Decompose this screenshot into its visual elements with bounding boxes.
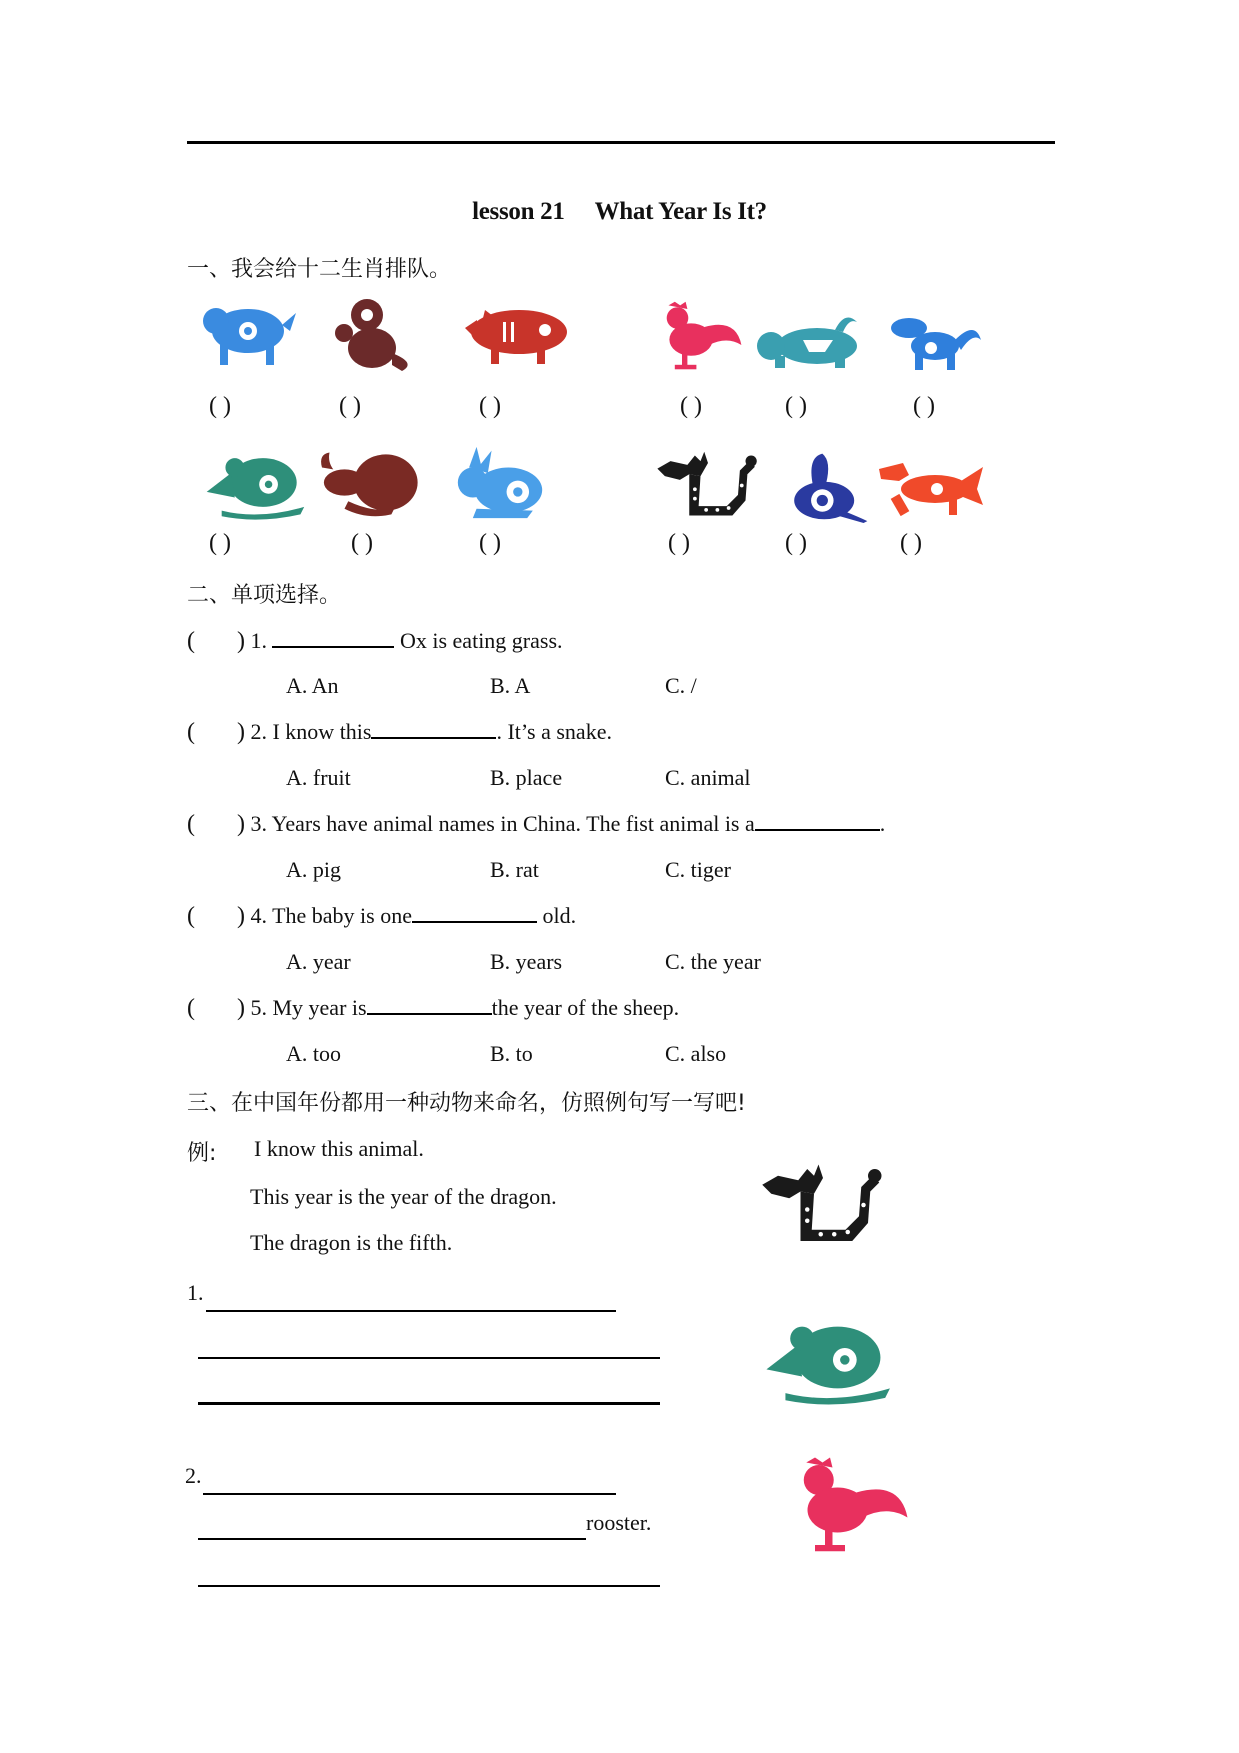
q1-option-b[interactable]: B. A (490, 673, 531, 698)
sheep-icon (198, 290, 298, 372)
item2-rooster-image (765, 1455, 935, 1555)
q4-option-a[interactable]: A. year (286, 949, 351, 974)
answer-paren-q2[interactable]: ( ) (187, 719, 245, 745)
q3-option-a[interactable]: A. pig (286, 857, 341, 882)
rat-image (202, 445, 307, 520)
answer-paren-q5[interactable]: ( ) (187, 995, 245, 1021)
item1-rat-image (752, 1310, 902, 1405)
fill-blank-q5[interactable] (367, 995, 492, 1015)
question-4: ( ) 4. The baby is one old. (187, 903, 577, 929)
q1-option-c[interactable]: C. / (665, 673, 697, 698)
monkey-icon (322, 292, 422, 374)
answer-paren-tiger[interactable]: ( ) (785, 393, 807, 419)
item2-number: 2. (185, 1463, 202, 1488)
item2-line2-suffix: rooster. (586, 1510, 652, 1535)
answer-paren-q4[interactable]: ( ) (187, 903, 245, 929)
section3-heading: 三、在中国年份都用一种动物来命名，仿照例句写一写吧! (187, 1091, 746, 1116)
lesson-topic: What Year Is It? (594, 198, 767, 225)
q3-option-b[interactable]: B. rat (490, 857, 539, 882)
fill-blank-q4[interactable] (412, 903, 537, 923)
fill-blank-q3[interactable] (755, 811, 880, 831)
rabbit-icon (445, 445, 555, 520)
rat-icon (202, 445, 307, 520)
answer-paren-ox[interactable]: ( ) (351, 530, 373, 556)
question-5: ( ) 5. My year is the year of the sheep. (187, 995, 680, 1021)
q3-option-c[interactable]: C. tiger (665, 857, 731, 882)
q2-option-b[interactable]: B. place (490, 765, 563, 790)
page-title (0, 198, 1239, 226)
dragon-icon (748, 1160, 898, 1250)
answer-paren-sheep[interactable]: ( ) (209, 393, 231, 419)
lesson-number: lesson 21 (472, 198, 565, 225)
example-label: 例: (187, 1141, 217, 1166)
example-line-2: This year is the year of the dragon. (250, 1184, 557, 1209)
item1-number: 1. (187, 1280, 204, 1305)
dog-image (885, 310, 985, 372)
ox-image (307, 445, 427, 520)
question-3: ( ) 3. Years have animal names in China. The fist animal is a . (187, 811, 886, 837)
question-1: ( ) 1. Ox is eating grass. (187, 628, 563, 654)
q5-option-b[interactable]: B. to (490, 1041, 533, 1066)
pig-image (452, 298, 582, 368)
q1-option-a[interactable]: A. An (286, 673, 339, 698)
rooster-icon (765, 1455, 935, 1555)
header-rule (187, 141, 1055, 144)
tiger-icon (745, 310, 865, 370)
item2-write-line-3[interactable] (198, 1585, 660, 1587)
q4-option-c[interactable]: C. the year (665, 949, 761, 974)
snake-image (782, 448, 872, 523)
rabbit-image (445, 445, 555, 520)
answer-paren-dragon[interactable]: ( ) (668, 530, 690, 556)
dragon-icon (648, 448, 768, 523)
answer-paren-q3[interactable]: ( ) (187, 811, 245, 837)
horse-image (875, 455, 985, 517)
rat-icon (752, 1310, 902, 1405)
horse-icon (875, 455, 985, 517)
snake-icon (782, 448, 872, 523)
item2-write-line-2[interactable] (198, 1538, 586, 1540)
item1-write-line-1[interactable] (206, 1310, 616, 1312)
section2-heading: 二、单项选择。 (187, 583, 342, 608)
item2-write-line-1[interactable] (203, 1493, 616, 1495)
question-2: ( ) 2. I know this . It’s a snake. (187, 719, 612, 745)
answer-paren-dog[interactable]: ( ) (913, 393, 935, 419)
pig-icon (452, 298, 582, 368)
answer-paren-snake[interactable]: ( ) (785, 530, 807, 556)
ox-icon (307, 445, 427, 520)
item1-write-line-2[interactable] (198, 1357, 660, 1359)
example-line-3: The dragon is the fifth. (250, 1230, 453, 1255)
dog-icon (885, 310, 985, 372)
fill-blank-q2[interactable] (371, 719, 496, 739)
q5-option-c[interactable]: C. also (665, 1041, 727, 1066)
item1-write-line-3[interactable] (198, 1402, 660, 1405)
answer-paren-horse[interactable]: ( ) (900, 530, 922, 556)
rooster-image (655, 300, 745, 372)
rooster-icon (655, 300, 745, 372)
q4-option-b[interactable]: B. years (490, 949, 563, 974)
answer-paren-q1[interactable]: ( ) (187, 628, 245, 654)
monkey-image (322, 292, 422, 374)
sheep-image (198, 290, 298, 372)
q2-option-a[interactable]: A. fruit (286, 765, 351, 790)
answer-paren-rabbit[interactable]: ( ) (479, 530, 501, 556)
answer-paren-monkey[interactable]: ( ) (339, 393, 361, 419)
example-dragon-image (748, 1160, 898, 1250)
dragon-image (648, 448, 768, 523)
example-line-1: I know this animal. (254, 1136, 424, 1161)
q2-option-c[interactable]: C. animal (665, 765, 751, 790)
q5-option-a[interactable]: A. too (286, 1041, 341, 1066)
answer-paren-rooster[interactable]: ( ) (680, 393, 702, 419)
fill-blank-q1[interactable] (272, 628, 394, 648)
tiger-image (745, 310, 865, 370)
section1-heading: 一、我会给十二生肖排队。 (187, 257, 452, 282)
answer-paren-pig[interactable]: ( ) (479, 393, 501, 419)
answer-paren-rat[interactable]: ( ) (209, 530, 231, 556)
